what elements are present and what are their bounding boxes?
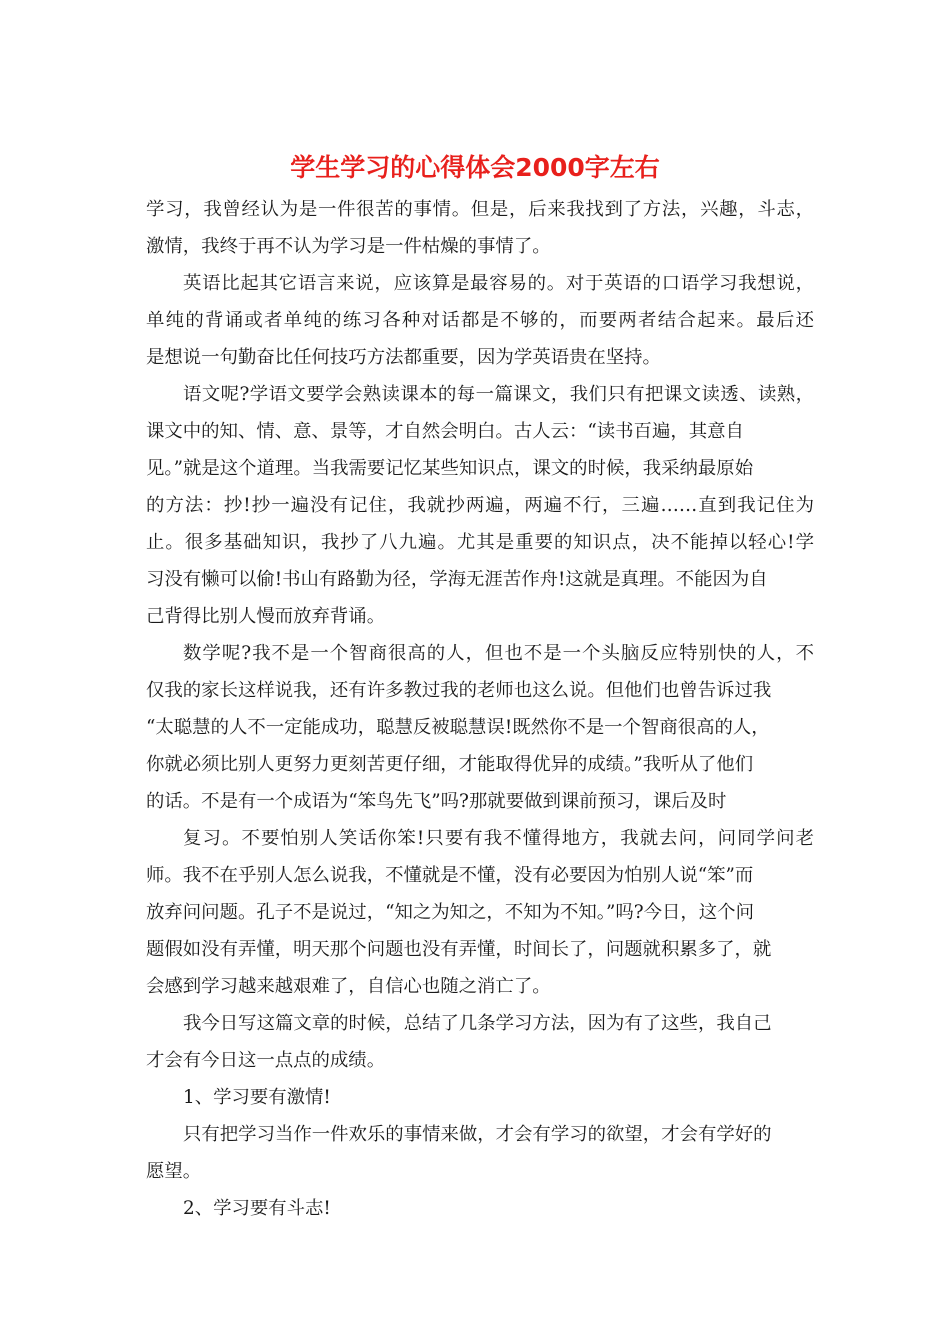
text-line: 语文呢?学语文要学会熟读课本的每一篇课文，我们只有把课文读透、读熟， (183, 384, 814, 405)
text-line: 会感到学习越来越艰难了，自信心也随之消亡了。 (146, 976, 551, 997)
document-title: 学生学习的心得体会2000字左右 (290, 153, 660, 182)
text-line: 愿望。 (146, 1161, 202, 1182)
text-line: 复习。不要怕别人笑话你笨!只要有我不懂得地方，我就去问，问同学问老 (183, 828, 814, 849)
text-line: 激情，我终于再不认为学习是一件枯燥的事情了。 (146, 236, 551, 257)
text-line: 题假如没有弄懂，明天那个问题也没有弄懂，时间长了，问题就积累多了，就 (146, 939, 772, 960)
text-line: 放弃问问题。孔子不是说过，“知之为知之，不知为不知。”吗?今日，这个问 (146, 902, 754, 923)
text-line: 2、学习要有斗志! (183, 1198, 331, 1219)
text-line: 习没有懒可以偷!书山有路勤为径，学海无涯苦作舟!这就是真理。不能因为自 (146, 569, 768, 590)
document-body (146, 191, 814, 1227)
text-line: 我今日写这篇文章的时候，总结了几条学习方法，因为有了这些，我自己 (183, 1013, 772, 1034)
text-line: 的方法：抄!抄一遍没有记住，我就抄两遍，两遍不行，三遍……直到我记住为 (146, 495, 814, 516)
text-line: 只有把学习当作一件欢乐的事情来做，才会有学习的欲望，才会有学好的 (183, 1124, 772, 1145)
text-line: 课文中的知、情、意、景等，才自然会明白。古人云：“读书百遍，其意自 (146, 421, 744, 442)
text-line: “太聪慧的人不一定能成功，聪慧反被聪慧误!既然你不是一个智商很高的人， (146, 717, 770, 738)
text-line: 学习，我曾经认为是一件很苦的事情。但是，后来我找到了方法，兴趣，斗志， (146, 199, 814, 220)
text-line: 止。很多基础知识，我抄了八九遍。尤其是重要的知识点，决不能掉以轻心!学 (146, 532, 814, 553)
text-line: 单纯的背诵或者单纯的练习各种对话都是不够的，而要两者结合起来。最后还 (146, 310, 814, 331)
text-line: 己背得比别人慢而放弃背诵。 (146, 606, 386, 627)
text-line: 数学呢?我不是一个智商很高的人，但也不是一个头脑反应特别快的人，不 (183, 643, 814, 664)
text-line: 你就必须比别人更努力更刻苦更仔细，才能取得优异的成绩。”我听从了他们 (146, 754, 754, 775)
text-line: 的话。不是有一个成语为“笨鸟先飞”吗?那就要做到课前预习，课后及时 (146, 791, 727, 812)
text-line: 见。”就是这个道理。当我需要记忆某些知识点，课文的时候，我采纳最原始 (146, 458, 754, 479)
text-line: 英语比起其它语言来说，应该算是最容易的。对于英语的口语学习我想说， (183, 273, 814, 294)
text-line: 仅我的家长这样说我，还有许多教过我的老师也这么说。但他们也曾告诉过我 (146, 680, 772, 701)
text-line: 1、学习要有激情! (183, 1087, 331, 1108)
text-line: 师。我不在乎别人怎么说我，不懂就是不懂，没有必要因为怕别人说“笨”而 (146, 865, 754, 886)
text-line: 才会有今日这一点点的成绩。 (146, 1050, 386, 1071)
text-line: 是想说一句勤奋比任何技巧方法都重要，因为学英语贵在坚持。 (146, 347, 661, 368)
